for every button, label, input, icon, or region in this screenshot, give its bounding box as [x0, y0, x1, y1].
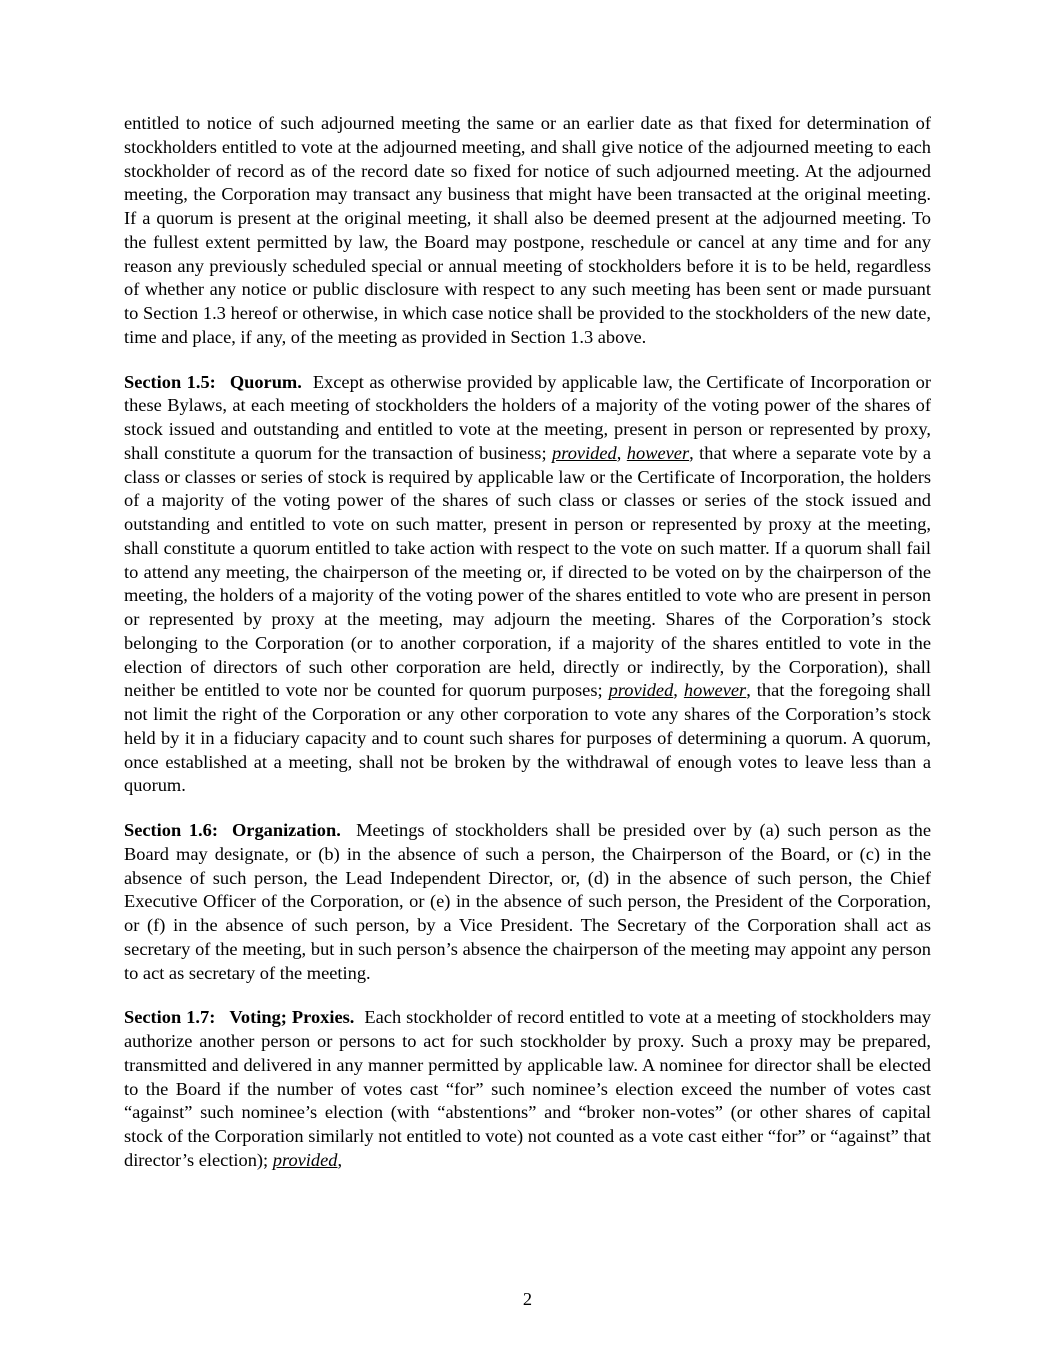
section-title: Organization.: [231, 820, 341, 840]
however-term: however: [683, 680, 747, 701]
section-text: Except as otherwise provided by applicable law, the Certificate of Incorporation or these Bylaws, at each meeting of stockholders the holders of a majority of the voting power of the shares of stock issued and outstanding and entitled to vote at the meeting, present in person or represented by proxy, shall constitute a quorum for the transaction of business;: [124, 371, 931, 463]
provided-term: provided: [552, 442, 617, 463]
separator-comma: ,: [616, 442, 622, 463]
provided-term: provided: [272, 1149, 338, 1170]
section-number: Section 1.5:: [124, 371, 216, 392]
section-number: Section 1.6:: [124, 820, 218, 840]
section-1-7-voting-proxies: [124, 1006, 931, 1172]
section-1-6-organization: [124, 819, 931, 985]
however-term: however: [626, 442, 690, 463]
section-1-5-quorum: [124, 371, 931, 799]
section-text: Each stockholder of record entitled to vote at a meeting of stockholders may authorize another person or persons to act for such stockholder by proxy. Such a proxy may be prepared, transmitted and delivered in any manner permitted by applicable law. A nominee for director shall be elected to the Board if the number of votes cast “for” such nominee’s election exceed the number of votes cast “against” such nominee’s election (with “abstentions” and “broker non-votes” (or other shares of capital stock of the Corporation similarly not entitled to vote) not counted as a vote cast either “for” or “against” that director’s election);: [124, 1007, 932, 1170]
separator-comma: ,: [337, 1149, 343, 1170]
document-page: [124, 112, 931, 1194]
section-text: , that the foregoing shall not limit the right of the Corporation or any other corporation to vote any shares of the Corporation’s stock held by it in a fiduciary capacity and to count such shares for purposes of determining a quorum. A quorum, once established at a meeting, shall not be broken by the withdrawal of enough votes to leave less than a quorum.: [124, 680, 931, 796]
section-number: Section 1.7:: [124, 1007, 216, 1028]
page-number: 2: [522, 1289, 533, 1309]
section-text: Meetings of stockholders shall be presided over by (a) such person as the Board may designate, or (b) in the absence of such a person, the Chairperson of the Board, or (c) in the absence of such person, the Lead Independent Director, or, (d) in the absence of such person, the Chief Executive Officer of the Corporation, or (e) in the absence of such person, the President of the Corporation, or (f) in the absence of such person, by a Vice President. The Secretary of the Corporation shall act as secretary of the meeting, but in such person’s absence the chairperson of the meeting may appoint any person to act as secretary of the meeting.: [124, 820, 932, 983]
section-text: , that where a separate vote by a class or classes or series of stock is required by applicable law or the Certificate of Incorporation, the holders of a majority of the voting power of the shares of such class or classes or series of the stock issued and outstanding and entitled to vote on such matter, present in person or represented by proxy at the meeting, shall constitute a quorum entitled to take action with respect to the vote on such matter. If a quorum shall fail to attend any meeting, the chairperson of the meeting or, if directed to be voted on by the chairperson of the meeting, the holders of a majority of the voting power of the shares entitled to vote who are present in person or represented by proxy at the meeting, may adjourn the meeting. Shares of the Corporation’s stock belonging to the Corporation (or to another corporation, if a majority of the shares entitled to vote in the election of directors of such other corporation are held, directly or indirectly, by the Corporation), shall neither be entitled to vote nor be counted for quorum purposes;: [124, 442, 931, 701]
separator-comma: ,: [673, 680, 678, 701]
provided-term: provided: [608, 680, 674, 701]
section-title: Voting; Proxies.: [229, 1007, 355, 1028]
continuation-paragraph: entitled to notice of such adjourned meeting the same or an earlier date as that fixed for determination of stockholders entitled to vote at the adjourned meeting, and shall give notice of the adjourned meeting to each stockholder of record as of the record date so fixed for notice of such adjourned meeting. At the adjourned meeting, the Corporation may transact any business that might have been transacted at the original meeting. If a quorum is present at the original meeting, it shall also be deemed present at the adjourned meeting. To the fullest extent permitted by law, the Board may postpone, reschedule or cancel at any time and for any reason any previously scheduled special or annual meeting of stockholders before it is to be held, regardless of whether any notice or public disclosure with respect to any such meeting has been sent or made pursuant to Section 1.3 hereof or otherwise, in which case notice shall be provided to the stockholders of the new date, time and place, if any, of the meeting as provided in Section 1.3 above.: [124, 113, 931, 347]
section-title: Quorum.: [229, 371, 302, 392]
